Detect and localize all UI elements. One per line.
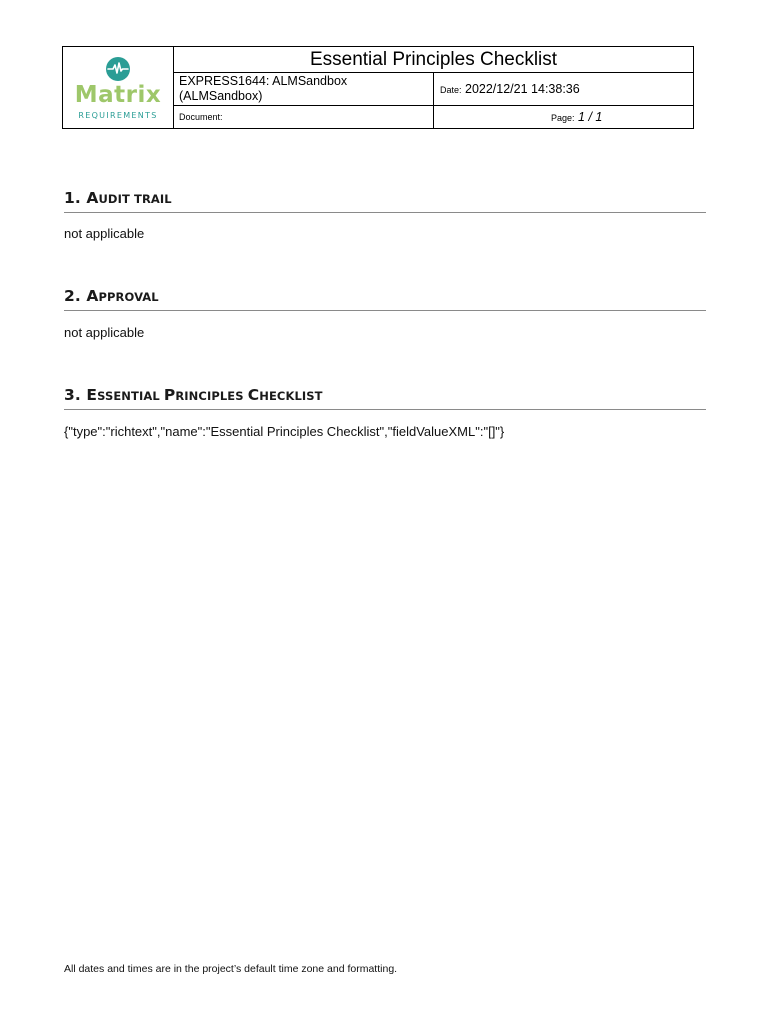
page-label: Page: [551, 113, 575, 123]
section-title-rest: SSENTIAL [97, 389, 164, 403]
document-title: Essential Principles Checklist [174, 47, 694, 73]
project-name: EXPRESS1644: ALMSandbox [179, 74, 348, 88]
section-heading-essential-principles [64, 386, 706, 410]
section-title-initial: P [163, 386, 176, 404]
project-cell [174, 73, 434, 106]
logo-cell [63, 47, 174, 129]
section-body-approval: not applicable [64, 325, 145, 340]
section-body-audit-trail: not applicable [64, 226, 145, 241]
section-title-rest: RINCIPLES [175, 389, 248, 403]
document-header [62, 46, 694, 129]
date-value: 2022/12/21 14:38:36 [465, 82, 580, 96]
document-cell [174, 106, 434, 129]
page-value: 1 / 1 [578, 110, 603, 124]
section-body-essential-principles: {"type":"richtext","name":"Essential Principles Checklist","fieldValueXML":"[]"} [64, 424, 505, 439]
footer-note: All dates and times are in the project’s default time zone and formatting. [64, 963, 398, 975]
date-label: Date: [440, 85, 462, 95]
project-id: (ALMSandbox) [179, 89, 263, 103]
section-title-initial: A [86, 189, 99, 207]
section-number: 3. [64, 386, 81, 404]
section-number: 2. [64, 287, 81, 305]
date-cell [434, 73, 694, 106]
page-cell [434, 106, 694, 129]
logo-subtitle: REQUIREMENTS [78, 110, 158, 120]
section-number: 1. [64, 189, 81, 207]
section-title-rest: HECKLIST [259, 389, 323, 403]
section-title-initial: A [86, 287, 99, 305]
heartbeat-circle-icon [105, 56, 131, 82]
section-title-rest: PPROVAL [98, 290, 159, 304]
section-heading-audit-trail [64, 189, 706, 213]
document-label: Document: [179, 112, 223, 122]
section-title-initial: C [247, 386, 260, 404]
logo-wordmark: Matrix [74, 81, 162, 108]
section-title-initial: E [86, 386, 98, 404]
matrix-logo [63, 56, 173, 120]
section-heading-approval [64, 287, 706, 311]
section-title-rest: UDIT TRAIL [98, 192, 172, 206]
